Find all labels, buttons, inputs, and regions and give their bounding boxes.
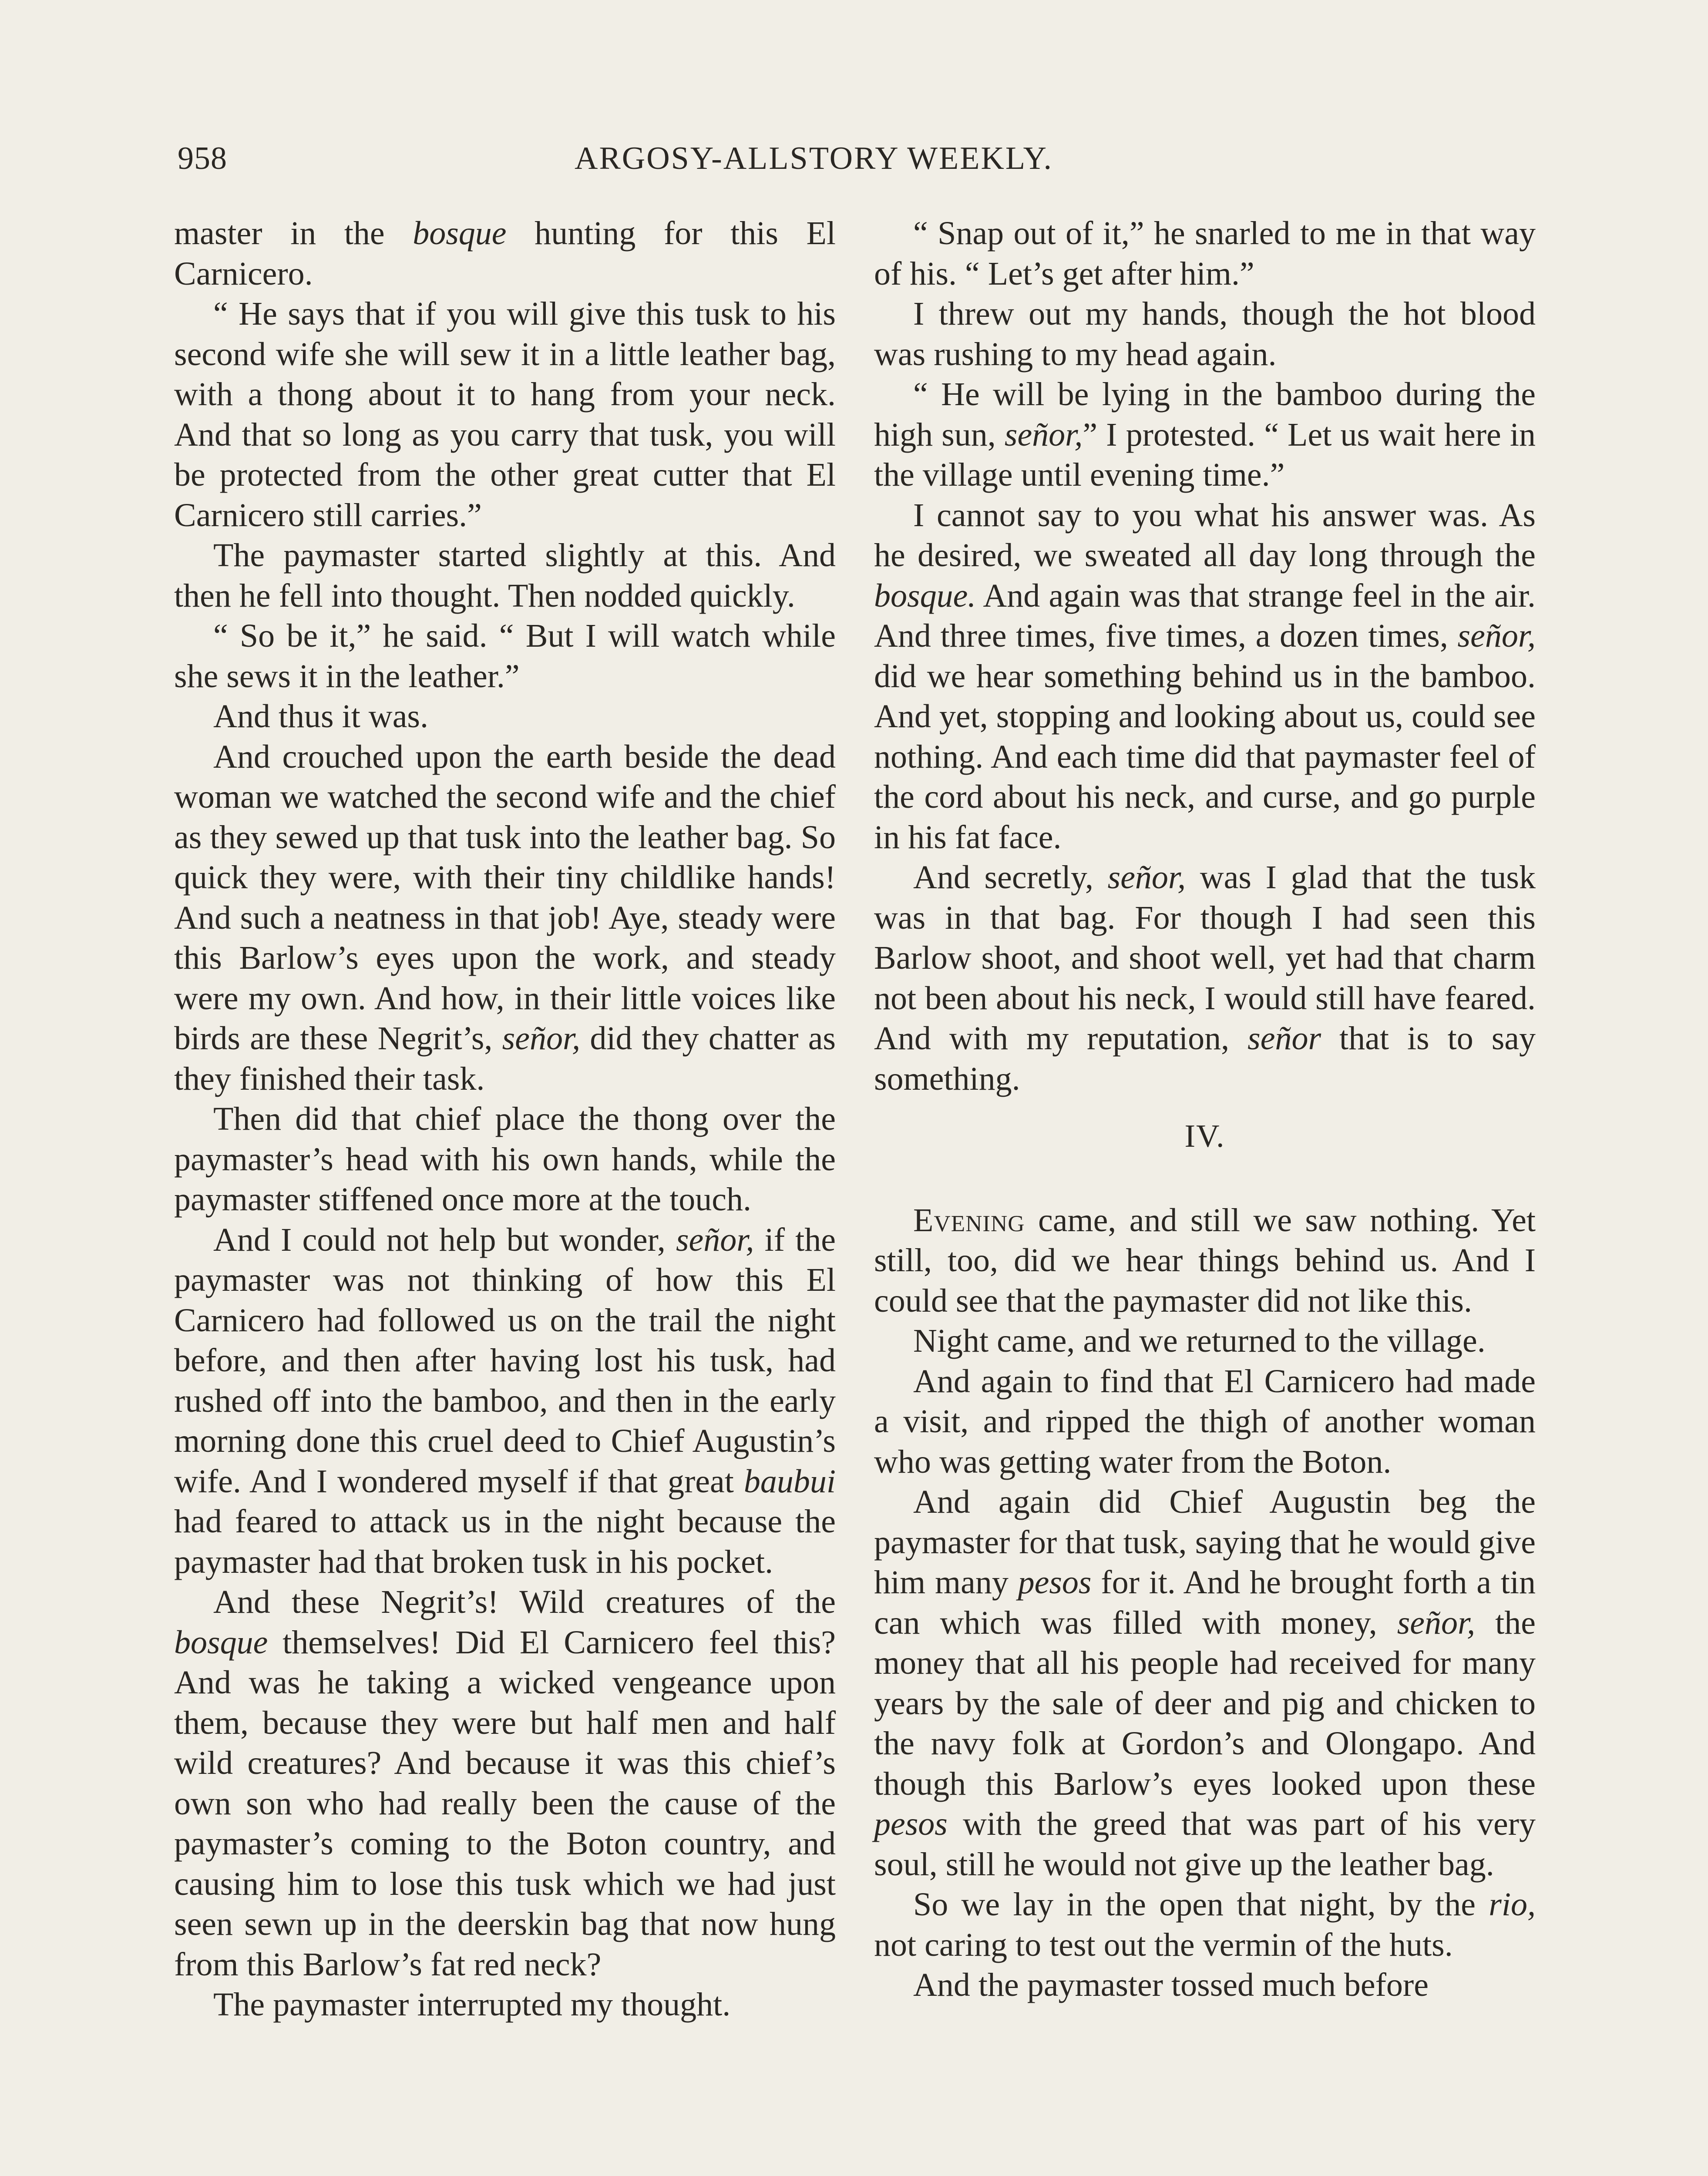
paragraph: And thus it was. [213, 698, 428, 735]
paragraph: The paymaster started slightly at this. And then he fell into thought. Then nodded quickly. [174, 537, 836, 614]
paragraph: And again did Chief Augustin beg the paymaster for that tusk, saying that he would give him many pesos for it. And he brought forth a tin can which was filled with money, señor, the money that all his people had received for many years by the sale of deer and pig and chicken to the navy folk at Gordon’s and Olongapo. And though this Barlow’s eyes looked upon these pesos with the greed that was part of his very soul, still he would not give up the leather bag. [874, 1484, 1536, 1883]
paragraph: And I could not help but wonder, señor, if the paymaster was not thinking of how this El Carnicero had followed us on the trail the night before, and then after having lost his tusk, had rushed off into the bamboo, and then in the early morning done this cruel deed to Chief Augustin’s wife. And I wondered myself if that great baubui had feared to attack us in the night because the paymaster had that broken tusk in his pocket. [174, 1221, 836, 1580]
paragraph: I cannot say to you what his answer was. As he desired, we sweated all day long through the bosque. And again was that strange feel in the air. And three times, five times, a dozen times, señor, did we hear something behind us in the bamboo. And yet, stopping and looking about us, could see nothing. And each time did that paymaster feel of the cord about his neck, and curse, and go purple in his fat face. [874, 497, 1536, 856]
page-number: 958 [178, 141, 227, 176]
paragraph: The paymaster interrupted my thought. [213, 1986, 731, 2023]
paragraph: “ So be it,” he said. “ But I will watch while she sews it in the leather.” [174, 618, 836, 695]
paragraph: So we lay in the open that night, by the rio, not caring to test out the vermin of the huts. [874, 1886, 1536, 1963]
paragraph: I threw out my hands, though the hot blood was rushing to my head again. [874, 296, 1536, 373]
left-column [174, 213, 836, 2025]
paragraph: Evening came, and still we saw nothing. Yet still, too, did we hear things behind us. And I could see that the paymaster did not like this. [874, 1202, 1536, 1319]
section-heading: IV. [1184, 1118, 1225, 1154]
paragraph: Night came, and we returned to the village. [913, 1323, 1486, 1359]
paragraph: master in the bosque hunting for this El Carnicero. [174, 215, 836, 292]
right-column [874, 213, 1536, 2005]
paragraph: Then did that chief place the thong over the paymaster’s head with his own hands, while the paymaster stiffened once more at the touch. [174, 1101, 836, 1218]
paragraph: And these Negrit’s! Wild creatures of the bosque themselves! Did El Carnicero feel this? And was he taking a wicked vengeance upon them, because they were but half men and half wild creatures? And because it was this chief’s own son who had really been the cause of the paymaster’s coming to the Boton country, and causing him to lose this tusk which we had just seen sewn up in the deerskin bag that now hung from this Barlow’s fat red neck? [174, 1584, 836, 1983]
paragraph: And secretly, señor, was I glad that the tusk was in that bag. For though I had seen this Barlow shoot, and shoot well, yet had that charm not been about his neck, I would still have feared. And with my reputation, señor that is to say something. [874, 859, 1536, 1097]
paragraph: And the paymaster tossed much before [913, 1967, 1429, 2003]
paragraph: “ Snap out of it,” he snarled to me in that way of his. “ Let’s get after him.” [874, 215, 1536, 292]
running-head: ARGOSY-ALLSTORY WEEKLY. [575, 141, 1053, 176]
paragraph: And crouched upon the earth beside the dead woman we watched the second wife and the chief as they sewed up that tusk into the leather bag. So quick they were, with their tiny childlike hands! And such a neatness in that job! Aye, steady were this Barlow’s eyes upon the work, and steady were my own. And how, in their little voices like birds are these Negrit’s, señor, did they chatter as they finished their task. [174, 738, 836, 1097]
paragraph: “ He will be lying in the bamboo during the high sun, señor,” I protested. “ Let us wait here in the village until evening time.” [874, 376, 1536, 493]
paragraph: “ He says that if you will give this tusk to his second wife she will sew it in a little leather bag, with a thong about it to hang from your neck. And that so long as you carry that tusk, you will be protected from the other great cutter that El Carnicero still carries.” [174, 296, 836, 534]
paragraph: And again to find that El Carnicero had made a visit, and ripped the thigh of another woman who was getting water from the Boton. [874, 1363, 1536, 1480]
